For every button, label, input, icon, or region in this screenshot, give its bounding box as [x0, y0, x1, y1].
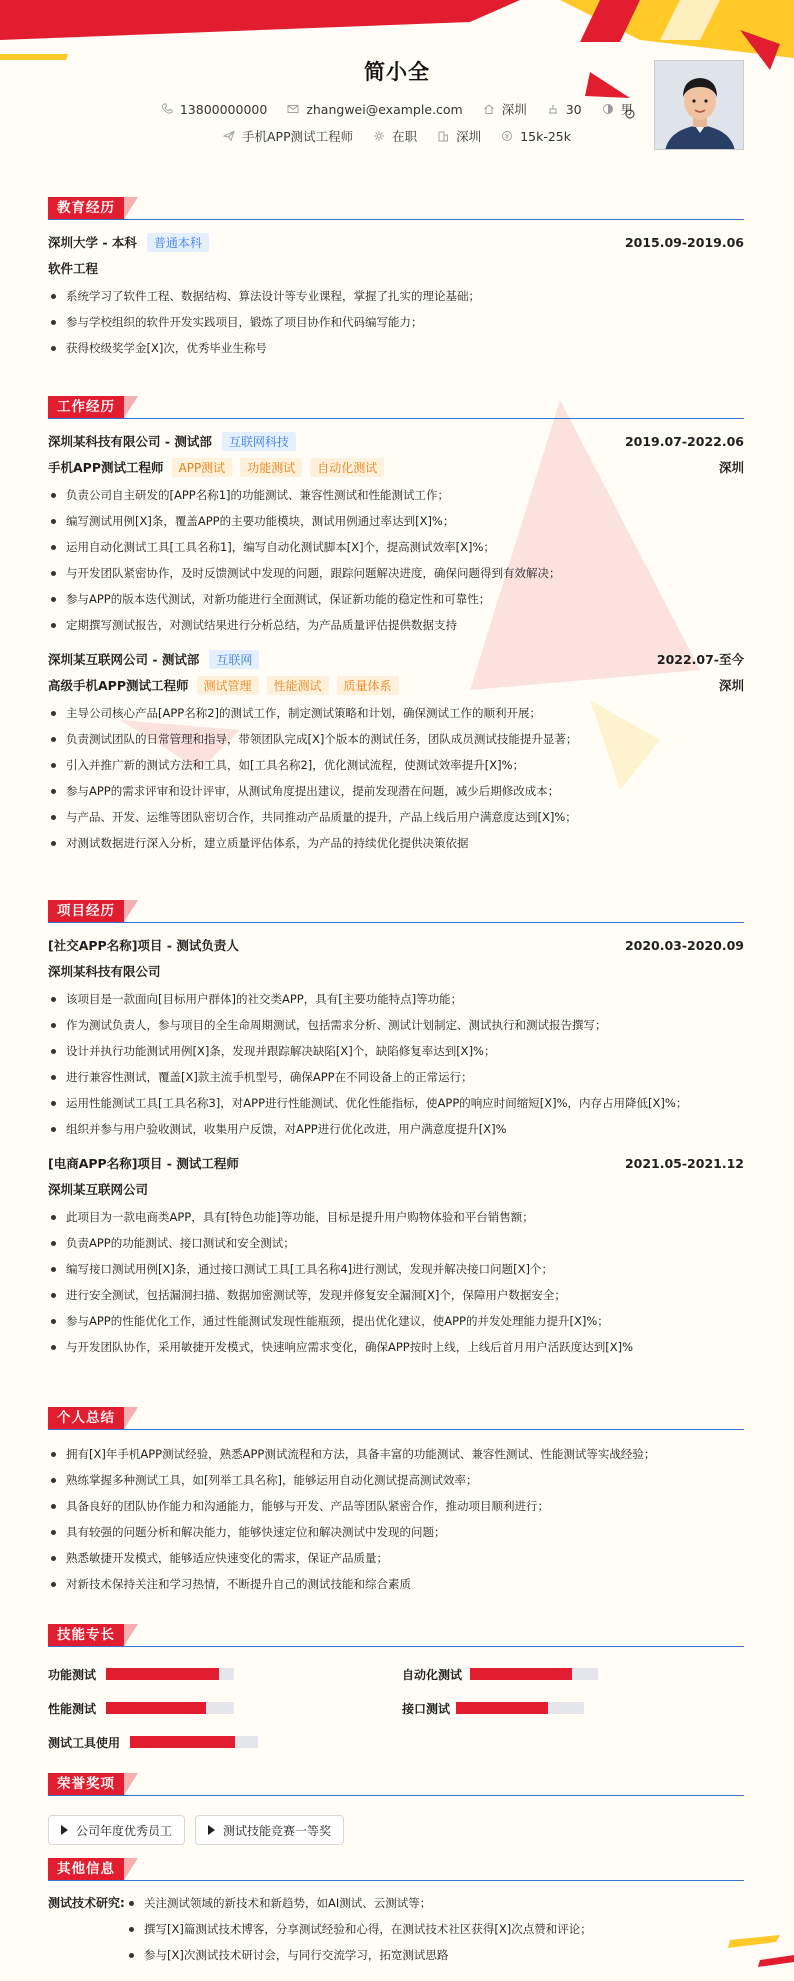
skills-section: [48, 1624, 744, 1754]
project-header: [48, 934, 744, 956]
section-header: [48, 1773, 744, 1797]
section-title: 技能专长: [48, 1624, 124, 1646]
section-title: 项目经历: [48, 900, 124, 922]
list-item: 设计并执行功能测试用例[X]条，发现并跟踪解决缺陷[X]个，缺陷修复率达到[X]%；: [48, 1038, 744, 1064]
other-list: [126, 1890, 592, 1968]
list-item: 进行安全测试，包括漏洞扫描、数据加密测试等，发现并修复安全漏洞[X]个，保障用户数据安全；: [48, 1282, 744, 1308]
age-icon: [547, 103, 559, 115]
gender-icon: [602, 103, 614, 115]
section-title: 工作经历: [48, 396, 124, 418]
skill-item: [48, 1730, 402, 1754]
list-item: 作为测试负责人，参与项目的全生命周期测试，包括需求分析、测试计划制定、测试执行和测试报告撰写；: [48, 1012, 744, 1038]
project-org: 深圳某互联网公司: [48, 1182, 149, 1197]
status-info: [373, 127, 417, 145]
skill-name: 测试工具使用: [48, 1735, 121, 1750]
skill-tag: 自动化测试: [310, 458, 384, 477]
skill-bar-fill: [106, 1702, 206, 1714]
role-row: [48, 674, 744, 696]
status-icon: [373, 130, 385, 142]
salary-value: 15k-25k: [520, 128, 571, 144]
play-icon: [61, 1825, 68, 1835]
skill-bar-fill: [106, 1668, 219, 1680]
list-item: 进行兼容性测试，覆盖[X]款主流手机型号，确保APP在不同设备上的正常运行；: [48, 1064, 744, 1090]
list-item: 编写接口测试用例[X]条，通过接口测试工具[工具名称4]进行测试，发现并解决接口问题[X]个；: [48, 1256, 744, 1282]
project-name: [电商APP名称]项目 - 测试工程师: [48, 1156, 239, 1171]
skill-tag: APP测试: [172, 458, 233, 477]
summary-section: [48, 1407, 744, 1597]
honors-section: [48, 1773, 744, 1845]
home-icon: [483, 103, 495, 115]
building-icon: [437, 130, 449, 142]
section-divider: [48, 219, 744, 220]
candidate-name: 简小全: [364, 60, 430, 84]
project-org-row: [48, 1178, 744, 1200]
list-item: 与开发团队紧密协作，及时反馈测试中发现的问题，跟踪问题解决进度，确保问题得到有效解决；: [48, 560, 744, 586]
phone-icon: [161, 103, 173, 115]
section-divider: [48, 1429, 744, 1430]
list-item: 具有较强的问题分析和解决能力，能够快速定位和解决测试中发现的问题；: [48, 1519, 744, 1545]
list-item: 关注测试领域的新技术和新趋势，如AI测试、云测试等；: [126, 1890, 592, 1916]
other-section: [48, 1858, 744, 1968]
list-item: 与开发团队协作，采用敏捷开发模式，快速响应需求变化，确保APP按时上线，上线后首月用户活跃度达到[X]%: [48, 1334, 744, 1360]
list-item: 参与[X]次测试技术研讨会，与同行交流学习，拓宽测试思路: [126, 1942, 592, 1968]
company-name: 深圳某互联网公司 - 测试部: [48, 652, 200, 667]
list-item: 组织并参与用户验收测试，收集用户反馈，对APP进行优化改进，用户满意度提升[X]%: [48, 1116, 744, 1142]
project-entry: [48, 1152, 744, 1360]
projects-section: [48, 900, 744, 1360]
project-header: [48, 1152, 744, 1174]
skill-grid: [48, 1662, 744, 1754]
list-item: 运用性能测试工具[工具名称3]，对APP进行性能测试、优化性能指标，使APP的响应时间缩短[X]%，内存占用降低[X]%；: [48, 1090, 744, 1116]
section-divider: [48, 418, 744, 419]
list-item: 对新技术保持关注和学习热情，不断提升自己的测试技能和综合素质: [48, 1571, 744, 1597]
status-value: 在职: [392, 129, 418, 144]
skill-item: [402, 1662, 744, 1686]
resume-header: [0, 0, 794, 190]
gender-info: [602, 100, 634, 118]
section-header: [48, 396, 744, 420]
role-name: 手机APP测试工程师: [48, 460, 164, 475]
list-item: 参与APP的版本迭代测试，对新功能进行全面测试，保证新功能的稳定性和可靠性；: [48, 586, 744, 612]
award-name: 测试技能竞赛一等奖: [223, 1823, 332, 1838]
section-title: 教育经历: [48, 197, 124, 219]
role-row: [48, 456, 744, 478]
skill-bar: [106, 1702, 234, 1714]
section-header: [48, 1407, 744, 1431]
location-value: 深圳: [501, 102, 527, 117]
age-value: 30: [565, 101, 582, 117]
project-org-row: [48, 960, 744, 982]
play-icon: [208, 1825, 215, 1835]
industry-tag: 互联网科技: [222, 432, 296, 451]
section-header: [48, 197, 744, 221]
job-period: 2019.07-2022.06: [624, 433, 744, 449]
project-name: [社交APP名称]项目 - 测试负责人: [48, 938, 239, 953]
section-title: 个人总结: [48, 1407, 124, 1429]
section-title: 其他信息: [48, 1858, 124, 1880]
section-header: [48, 1624, 744, 1648]
education-entry-header: [48, 231, 744, 253]
target-city-info: [437, 127, 481, 145]
send-icon: [223, 130, 235, 142]
list-item: 系统学习了软件工程、数据结构、算法设计等专业课程，掌握了扎实的理论基础；: [48, 283, 744, 309]
skill-name: 接口测试: [402, 1701, 451, 1716]
skill-item: [402, 1696, 744, 1720]
list-item: 熟练掌握多种测试工具，如[列举工具名称]，能够运用自动化测试提高测试效率；: [48, 1467, 744, 1493]
award-list: [48, 1815, 744, 1845]
skill-bar-fill: [456, 1702, 548, 1714]
major-name: 软件工程: [48, 261, 99, 276]
skill-bar-fill: [470, 1668, 572, 1680]
award-badge: [48, 1815, 185, 1845]
email-value: zhangwei@example.com: [306, 101, 463, 117]
skill-tag: 功能测试: [240, 458, 302, 477]
skill-tag: 质量体系: [337, 676, 399, 695]
education-list: [48, 283, 744, 361]
salary-info: [501, 127, 571, 145]
skill-name: 功能测试: [48, 1667, 97, 1682]
mail-icon: [287, 103, 299, 115]
list-item: 负责APP的功能测试、接口测试和安全测试；: [48, 1230, 744, 1256]
skill-bar: [130, 1736, 258, 1748]
phone-value: 13800000000: [179, 101, 268, 117]
email-info: [287, 100, 462, 118]
avatar: [654, 60, 744, 150]
list-item: 具备良好的团队协作能力和沟通能力，能够与开发、产品等团队紧密合作，推动项目顺利进行；: [48, 1493, 744, 1519]
list-item: 与产品、开发、运维等团队密切合作，共同推动产品质量的提升，产品上线后用户满意度达到[X]%；: [48, 804, 744, 830]
list-item: 定期撰写测试报告，对测试结果进行分析总结，为产品质量评估提供数据支持: [48, 612, 744, 638]
job-header: [48, 648, 744, 670]
major-row: [48, 257, 744, 279]
job-entry: [48, 430, 744, 638]
list-item: 负责公司自主研发的[APP名称1]的功能测试、兼容性测试和性能测试工作；: [48, 482, 744, 508]
skill-item: [48, 1662, 402, 1686]
list-item: 运用自动化测试工具[工具名称1]，编写自动化测试脚本[X]个，提高测试效率[X]%；: [48, 534, 744, 560]
list-item: 撰写[X]篇测试技术博客，分享测试经验和心得，在测试技术社区获得[X]次点赞和评论；: [126, 1916, 592, 1942]
skill-tag: 性能测试: [267, 676, 329, 695]
award-name: 公司年度优秀员工: [76, 1823, 173, 1838]
location-info: [483, 100, 527, 118]
award-badge: [195, 1815, 344, 1845]
section-header: [48, 1858, 744, 1882]
age-info: [547, 100, 582, 118]
skill-bar: [456, 1702, 584, 1714]
gender-value: 男: [620, 102, 634, 117]
project-entry: [48, 934, 744, 1142]
job-period: 2022.07-至今: [656, 652, 744, 667]
job-city: 深圳: [718, 460, 744, 475]
job-city: 深圳: [718, 678, 744, 693]
section-divider: [48, 1880, 744, 1881]
section-divider: [48, 922, 744, 923]
section-divider: [48, 1646, 744, 1647]
list-item: 参与APP的性能优化工作，通过性能测试发现性能瓶颈，提出优化建议，使APP的并发处理能力提升[X]%；: [48, 1308, 744, 1334]
section-header: [48, 900, 744, 924]
company-name: 深圳某科技有限公司 - 测试部: [48, 434, 212, 449]
education-section: [48, 197, 744, 361]
target-city-value: 深圳: [456, 129, 482, 144]
position-value: 手机APP测试工程师: [242, 129, 354, 144]
list-item: 拥有[X]年手机APP测试经验，熟悉APP测试流程和方法，具备丰富的功能测试、兼容性测试、性能测试等实战经验；: [48, 1441, 744, 1467]
list-item: 参与APP的需求评审和设计评审，从测试角度提出建议，提前发现潜在问题，减少后期修改成本；: [48, 778, 744, 804]
skill-bar-fill: [130, 1736, 235, 1748]
list-item: 编写测试用例[X]条，覆盖APP的主要功能模块，测试用例通过率达到[X]%；: [48, 508, 744, 534]
skill-name: 性能测试: [48, 1701, 97, 1716]
section-title: 荣誉奖项: [48, 1773, 124, 1795]
other-label: 测试技术研究:: [48, 1896, 125, 1910]
other-info-row: [48, 1890, 744, 1968]
project-detail-list: [48, 1204, 744, 1360]
skill-item: [48, 1696, 402, 1720]
list-item: 熟悉敏捷开发模式，能够适应快速变化的需求，保证产品质量；: [48, 1545, 744, 1571]
list-item: 引入并推广新的测试方法和工具，如[工具名称2]，优化测试流程，使测试效率提升[X]%；: [48, 752, 744, 778]
list-item: 该项目是一款面向[目标用户群体]的社交类APP，具有[主要功能特点]等功能；: [48, 986, 744, 1012]
money-icon: [501, 130, 513, 142]
section-divider: [48, 1795, 744, 1796]
skill-bar: [106, 1668, 234, 1680]
degree-tag: 普通本科: [147, 233, 209, 252]
job-entry: [48, 648, 744, 856]
summary-list: [48, 1441, 744, 1597]
project-org: 深圳某科技有限公司: [48, 964, 161, 979]
list-item: 获得校级奖学金[X]次，优秀毕业生称号: [48, 335, 744, 361]
skill-bar: [470, 1668, 598, 1680]
job-duty-list: [48, 700, 744, 856]
list-item: 对测试数据进行深入分析，建立质量评估体系，为产品的持续优化提供决策依据: [48, 830, 744, 856]
education-period: 2015.09-2019.06: [624, 234, 744, 250]
project-detail-list: [48, 986, 744, 1142]
project-period: 2020.03-2020.09: [624, 937, 744, 953]
list-item: 主导公司核心产品[APP名称2]的测试工作，制定测试策略和计划，确保测试工作的顺利开展；: [48, 700, 744, 726]
work-section: [48, 396, 744, 856]
list-item: 参与学校组织的软件开发实践项目，锻炼了项目协作和代码编写能力；: [48, 309, 744, 335]
job-duty-list: [48, 482, 744, 638]
school-name: 深圳大学 - 本科: [48, 235, 137, 250]
job-header: [48, 430, 744, 452]
industry-tag: 互联网: [209, 650, 259, 669]
phone-info: [161, 100, 267, 118]
skill-name: 自动化测试: [402, 1667, 463, 1682]
portrait-image: [655, 61, 744, 150]
project-period: 2021.05-2021.12: [624, 1155, 744, 1171]
list-item: 负责测试团队的日常管理和指导，带领团队完成[X]个版本的测试任务，团队成员测试技能提升显著；: [48, 726, 744, 752]
position-info: [223, 127, 353, 145]
role-name: 高级手机APP测试工程师: [48, 678, 189, 693]
skill-tag: 测试管理: [197, 676, 259, 695]
list-item: 此项目为一款电商类APP，具有[特色功能]等功能，目标是提升用户购物体验和平台销售额；: [48, 1204, 744, 1230]
